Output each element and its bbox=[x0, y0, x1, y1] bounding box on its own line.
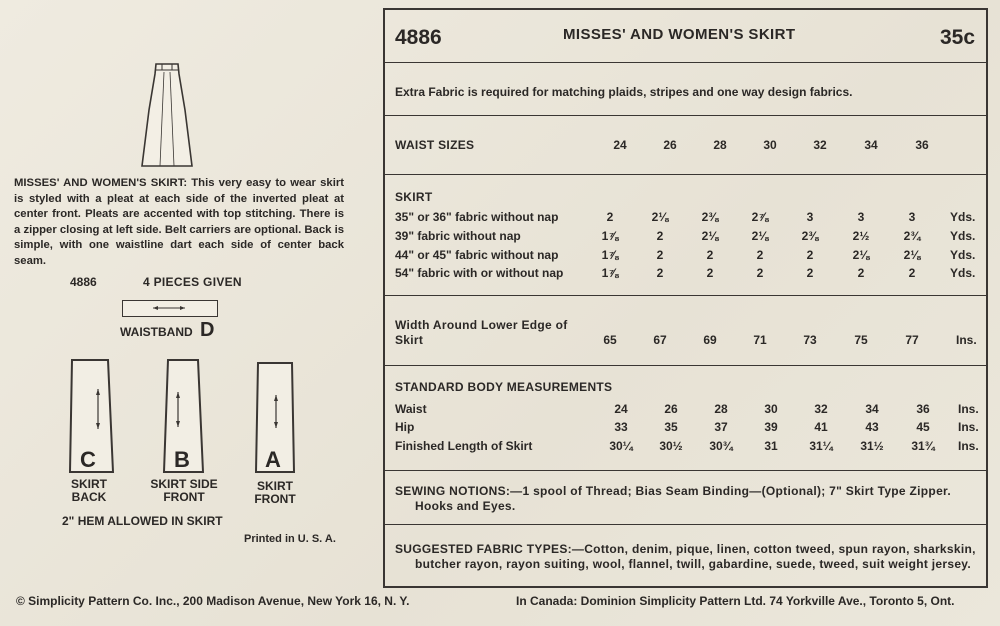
yardage-cell: 2 bbox=[806, 266, 814, 280]
unit-cell: Yds. bbox=[950, 229, 976, 243]
measurement-cell: 30¼ bbox=[609, 439, 633, 453]
waist-size-cell: 30 bbox=[763, 138, 777, 152]
yardage-cell: 2⅛ bbox=[852, 248, 870, 262]
piece-b-letter: B bbox=[174, 447, 190, 472]
measurement-cell: 28 bbox=[714, 402, 728, 416]
measurement-cell: 45 bbox=[916, 420, 930, 434]
yardage-cell: 2 bbox=[656, 229, 664, 243]
yardage-cell: 2⅛ bbox=[903, 248, 921, 262]
row-label: 35" or 36" fabric without nap bbox=[395, 210, 559, 224]
row-label: 54" fabric with or without nap bbox=[395, 266, 564, 280]
measurement-cell: 36 bbox=[916, 402, 930, 416]
unit-cell: Yds. bbox=[950, 210, 976, 224]
yardage-cell: 1⅞ bbox=[601, 248, 619, 262]
yardage-cell: 2 bbox=[857, 266, 865, 280]
divider bbox=[383, 62, 988, 63]
unit-cell: Yds. bbox=[950, 266, 976, 280]
measurement-cell: 41 bbox=[814, 420, 828, 434]
yardage-cell: 2⅜ bbox=[801, 229, 819, 243]
divider bbox=[383, 295, 988, 296]
width-cell: 67 bbox=[653, 333, 667, 347]
hem-note: 2" HEM ALLOWED IN SKIRT bbox=[62, 514, 223, 528]
footer-copyright: © Simplicity Pattern Co. Inc., 200 Madison Avenue, New York 16, N. Y. bbox=[16, 594, 410, 608]
fabric-types-line-1: SUGGESTED FABRIC TYPES:—Cotton, denim, pique, linen, cotton tweed, spun rayon, sharkskin, bbox=[395, 542, 976, 556]
unit-cell: Ins. bbox=[958, 439, 979, 453]
width-cell: 65 bbox=[603, 333, 617, 347]
yardage-cell: 2¾ bbox=[903, 229, 921, 243]
measurement-cell: 31¾ bbox=[911, 439, 935, 453]
waist-size-cell: 24 bbox=[613, 138, 627, 152]
yardage-cell: 2½ bbox=[852, 229, 870, 243]
measurement-cell: 31 bbox=[764, 439, 778, 453]
skirt-heading: SKIRT bbox=[395, 190, 433, 204]
header-title: MISSES' AND WOMEN'S SKIRT bbox=[563, 26, 796, 43]
divider bbox=[383, 524, 988, 525]
waist-size-cell: 36 bbox=[915, 138, 929, 152]
width-cell: 71 bbox=[753, 333, 767, 347]
notions-line-1: SEWING NOTIONS:—1 spool of Thread; Bias Seam Binding—(Optional); 7" Skirt Type Zipper. bbox=[395, 484, 951, 498]
yardage-cell: 3 bbox=[908, 210, 916, 224]
row-label: Finished Length of Skirt bbox=[395, 439, 533, 453]
width-label-1: Width Around Lower Edge of bbox=[395, 318, 568, 332]
piece-c-letter: C bbox=[80, 447, 96, 472]
measurement-cell: 30½ bbox=[659, 439, 683, 453]
skirt-illustration bbox=[140, 60, 195, 172]
waistband-label: WAISTBAND bbox=[120, 325, 193, 339]
measurement-cell: 43 bbox=[865, 420, 879, 434]
left-pattern-number: 4886 bbox=[70, 275, 97, 289]
measurement-cell: 33 bbox=[614, 420, 628, 434]
measurement-cell: 26 bbox=[664, 402, 678, 416]
yardage-cell: 3 bbox=[857, 210, 865, 224]
header-price: 35c bbox=[940, 26, 976, 49]
piece-a-letter: A bbox=[265, 447, 281, 472]
measurement-cell: 35 bbox=[664, 420, 678, 434]
row-label: Hip bbox=[395, 420, 415, 434]
description-title: MISSES' AND WOMEN'S SKIRT: bbox=[14, 177, 188, 189]
description bbox=[14, 176, 344, 270]
row-label: 44" or 45" fabric without nap bbox=[395, 248, 559, 262]
row-label: Waist bbox=[395, 402, 427, 416]
measurement-cell: 39 bbox=[764, 420, 778, 434]
extra-fabric-note: Extra Fabric is required for matching plaids, stripes and one way design fabrics. bbox=[395, 85, 853, 99]
measurement-cell: 30¾ bbox=[709, 439, 733, 453]
waistband-piece bbox=[122, 300, 218, 317]
yardage-cell: 2 bbox=[806, 248, 814, 262]
unit-cell: Ins. bbox=[958, 420, 979, 434]
footer-canada: In Canada: Dominion Simplicity Pattern Ltd. 74 Yorkville Ave., Toronto 5, Ont. bbox=[516, 594, 955, 608]
description-body: This very easy to wear skirt is styled with a pleat at each side of the inverted pleat at center front. Pleats are accented with top stitching. There is a zipper closing at left side. Belt carriers are optional. Back is simple, with one waistline dart each side of center back seam. bbox=[14, 177, 344, 267]
yardage-cell: 2 bbox=[706, 248, 714, 262]
yardage-cell: 2 bbox=[908, 266, 916, 280]
yardage-cell: 2 bbox=[656, 266, 664, 280]
divider bbox=[383, 115, 988, 116]
waistband-letter: D bbox=[200, 319, 215, 341]
waist-size-cell: 32 bbox=[813, 138, 827, 152]
width-cell: 69 bbox=[703, 333, 717, 347]
piece-b-label: SKIRT SIDE FRONT bbox=[150, 477, 218, 504]
yardage-cell: 2⅞ bbox=[751, 210, 769, 224]
piece-a-label: SKIRT FRONT bbox=[254, 479, 296, 506]
yardage-cell: 2 bbox=[606, 210, 614, 224]
yardage-cell: 2⅛ bbox=[701, 229, 719, 243]
yardage-cell: 2⅜ bbox=[701, 210, 719, 224]
measurement-cell: 31½ bbox=[860, 439, 884, 453]
fabric-types-line-2: butcher rayon, rayon suiting, wool, flannel, twill, gabardine, suede, tweed, suit weight jersey. bbox=[415, 557, 972, 571]
width-cell: 77 bbox=[905, 333, 919, 347]
yardage-cell: 2 bbox=[706, 266, 714, 280]
yardage-cell: 1⅞ bbox=[601, 266, 619, 280]
waist-sizes-label: WAIST SIZES bbox=[395, 138, 475, 152]
row-label: 39" fabric without nap bbox=[395, 229, 521, 243]
measurement-cell: 32 bbox=[814, 402, 828, 416]
yardage-cell: 3 bbox=[806, 210, 814, 224]
printed-in-usa: Printed in U. S. A. bbox=[244, 533, 336, 545]
yardage-cell: 2 bbox=[756, 266, 764, 280]
width-cell: 75 bbox=[854, 333, 868, 347]
yardage-cell: 2 bbox=[756, 248, 764, 262]
waist-size-cell: 34 bbox=[864, 138, 878, 152]
measurement-cell: 30 bbox=[764, 402, 778, 416]
measurement-cell: 24 bbox=[614, 402, 628, 416]
yardage-cell: 2 bbox=[656, 248, 664, 262]
yardage-cell: 1⅞ bbox=[601, 229, 619, 243]
width-cell: 73 bbox=[803, 333, 817, 347]
unit-cell: Ins. bbox=[956, 333, 977, 347]
yardage-cell: 2⅛ bbox=[751, 229, 769, 243]
header-pattern-number: 4886 bbox=[395, 26, 442, 49]
body-measurements-heading: STANDARD BODY MEASUREMENTS bbox=[395, 380, 613, 394]
measurement-cell: 34 bbox=[865, 402, 879, 416]
measurement-cell: 31¼ bbox=[809, 439, 833, 453]
unit-cell: Ins. bbox=[958, 402, 979, 416]
width-label-2: Skirt bbox=[395, 333, 424, 347]
measurement-cell: 37 bbox=[714, 420, 728, 434]
piece-c-label: SKIRT BACK bbox=[71, 477, 107, 504]
waist-size-cell: 28 bbox=[713, 138, 727, 152]
yardage-cell: 2⅛ bbox=[651, 210, 669, 224]
unit-cell: Yds. bbox=[950, 248, 976, 262]
pieces-given: 4 PIECES GIVEN bbox=[143, 275, 242, 289]
notions-line-2: Hooks and Eyes. bbox=[415, 499, 516, 513]
waist-size-cell: 26 bbox=[663, 138, 677, 152]
divider bbox=[383, 365, 988, 366]
divider bbox=[383, 174, 988, 175]
divider bbox=[383, 470, 988, 471]
